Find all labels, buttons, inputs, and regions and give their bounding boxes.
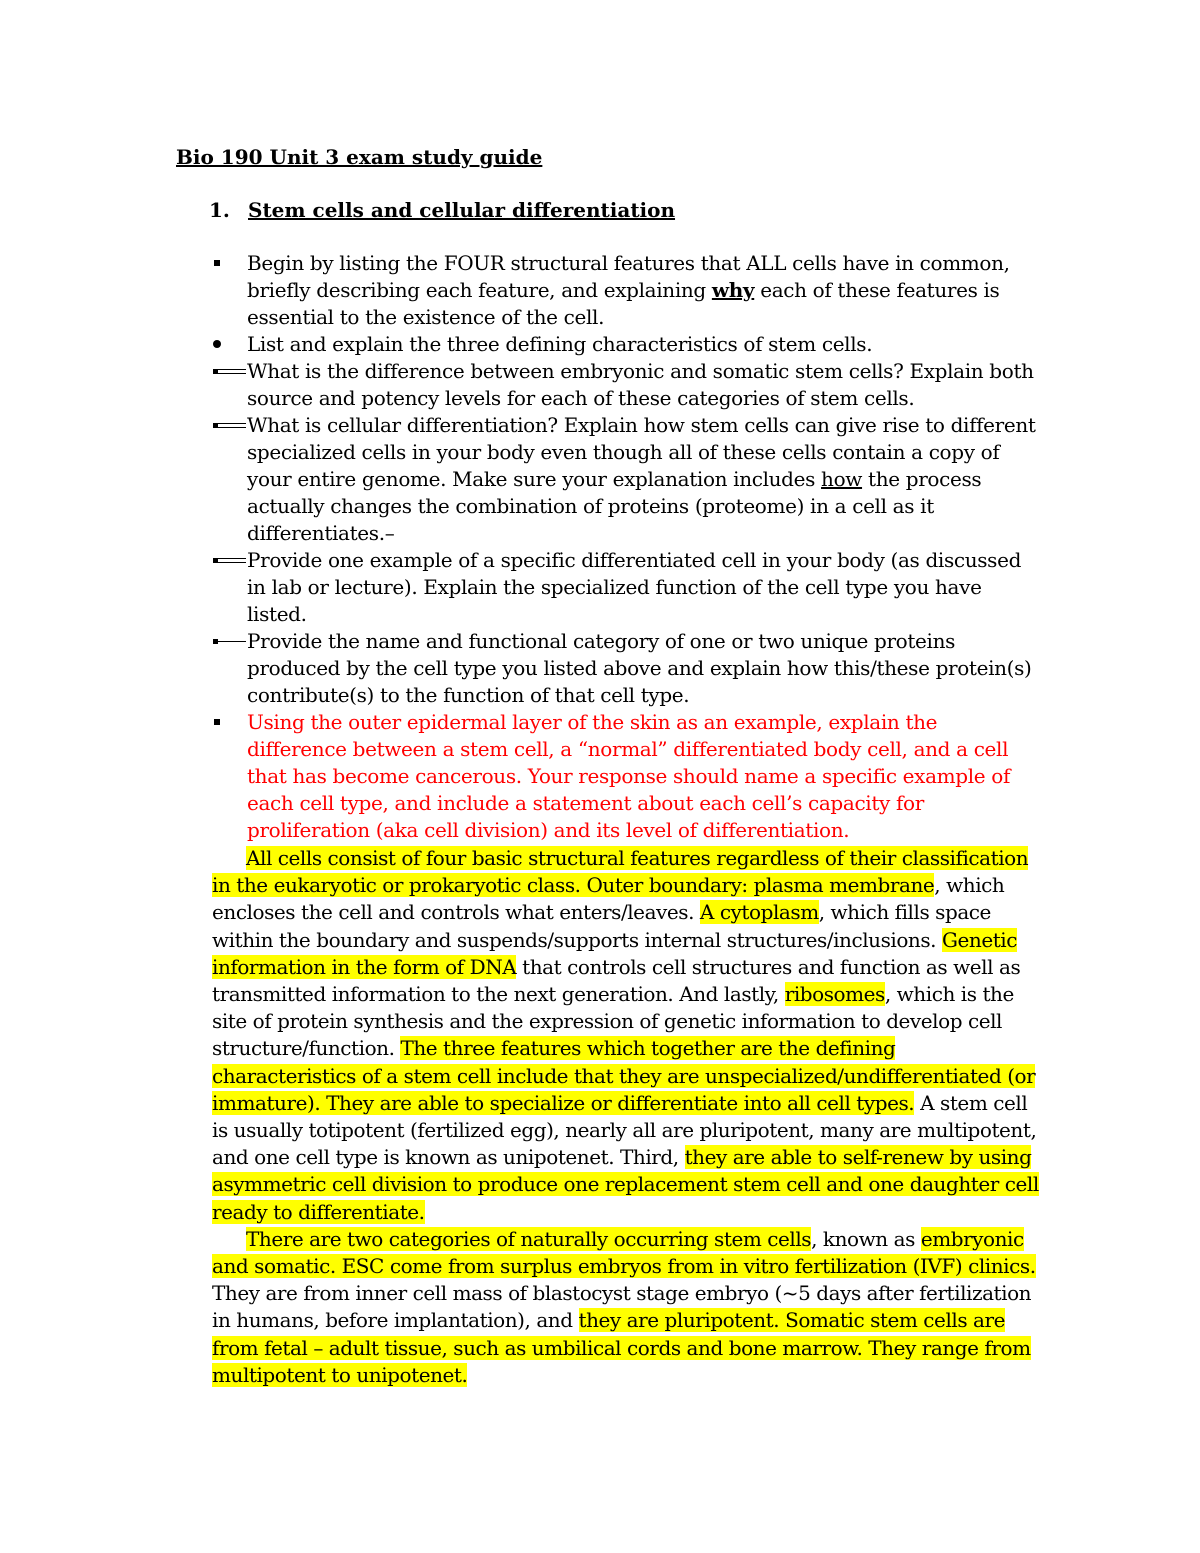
square-bullet-icon [213, 250, 247, 277]
tracked-change-arrow-icon [213, 547, 247, 574]
list-item-red: Using the outer epidermal layer of the skin as an example, explain the difference between a stem cell, a “normal” differentiated body cell, and a cell that has become cancerous. Your response should name a specific example of each cell type, and include a statement about each cell’s capacity for proliferation (aka cell division) and its level of differentiation. [247, 709, 1037, 844]
answer-body [212, 845, 1042, 1389]
list-item: List and explain the three defining characteristics of stem cells. [247, 331, 1037, 358]
answer-paragraph-2 [212, 1226, 1042, 1389]
answer-text: , which is the site of protein synthesis and the expression of genetic information to develop cell structure/function. [212, 982, 1014, 1061]
highlighted-text: All cells consist of four basic structural features regardless of their classification in the eukaryotic or prokaryotic class. Outer boundary: plasma membrane [212, 846, 1029, 898]
answer-text: , which fills space within the boundary and suspends/supports internal structures/inclusions. [212, 900, 991, 952]
list-item: What is cellular differentiation? Explain how stem cells can give rise to different specialized cells in your body even though all of these cells contain a copy of your entire genome. Make sure your explanation includes how the process actually changes the combination of proteins (proteome) in a cell as it differentiates.– [247, 412, 1037, 547]
highlighted-text: The three features which together are the defining characteristics of a stem cell include that they are unspecialized/undifferentiated (or immature). They are able to specialize or differentiate into all cell types. [212, 1036, 1036, 1115]
answer-paragraph-1 [212, 845, 1042, 1226]
highlighted-text: they are pluripotent. Somatic stem cells are from fetal – adult tissue, such as umbilical cords and bone marrow. They range from multipotent to unipotenet. [212, 1308, 1031, 1387]
emphasis-why: why [711, 278, 755, 302]
answer-text: , which encloses the cell and controls what enters/leaves. [212, 873, 1005, 925]
round-bullet-icon [213, 331, 247, 358]
tracked-change-arrow-icon [213, 412, 247, 439]
tracked-change-arrow-icon [213, 628, 247, 655]
highlighted-text: Genetic information in the form of DNA [212, 927, 1017, 979]
list-item: Provide the name and functional category of one or two unique proteins produced by the cell type you listed above and explain how this/these protein(s) contribute(s) to the function of that cell type. [247, 628, 1037, 709]
document-title: Bio 190 Unit 3 exam study guide [176, 145, 543, 169]
emphasis-how: how [821, 467, 863, 491]
square-bullet-icon [213, 709, 247, 736]
question-list [247, 250, 1037, 844]
highlighted-text: ribosomes [784, 982, 885, 1007]
tracked-change-arrow-icon [213, 358, 247, 385]
highlighted-text: they are able to self-renew by using asymmetric cell division to produce one replacement stem cell and one daughter cell ready to differentiate. [212, 1145, 1039, 1224]
section-number: 1. [209, 198, 230, 222]
answer-text: They are from inner cell mass of blastocyst stage embryo (~5 days after fertilization in humans, before implantation), and [212, 1281, 1032, 1333]
list-item: What is the difference between embryonic and somatic stem cells? Explain both source and potency levels for each of these categories of stem cells. [247, 358, 1037, 412]
highlighted-text: embryonic and somatic. ESC come from surplus embryos from in vitro fertilization (IVF) clinics. [212, 1226, 1036, 1279]
section-title: Stem cells and cellular differentiation [248, 198, 676, 222]
highlighted-text: A cytoplasm [699, 900, 819, 925]
answer-text: A stem cell is usually totipotent (fertilized egg), nearly all are pluripotent, many are multipotent, and one cell type is known as unipotenet. Third, [212, 1090, 1037, 1170]
answer-text: , known as [811, 1226, 921, 1251]
highlighted-text: There are two categories of naturally occurring stem cells [246, 1226, 812, 1251]
list-item: Begin by listing the FOUR structural features that ALL cells have in common, briefly describing each feature, and explaining why each of these features is essential to the existence of the cell. [247, 250, 1037, 331]
answer-text: that controls cell structures and function as well as transmitted information to the next generation. And lastly, [212, 954, 1021, 1007]
list-item: Provide one example of a specific differentiated cell in your body (as discussed in lab or lecture). Explain the specialized function of the cell type you have listed. [247, 547, 1037, 628]
